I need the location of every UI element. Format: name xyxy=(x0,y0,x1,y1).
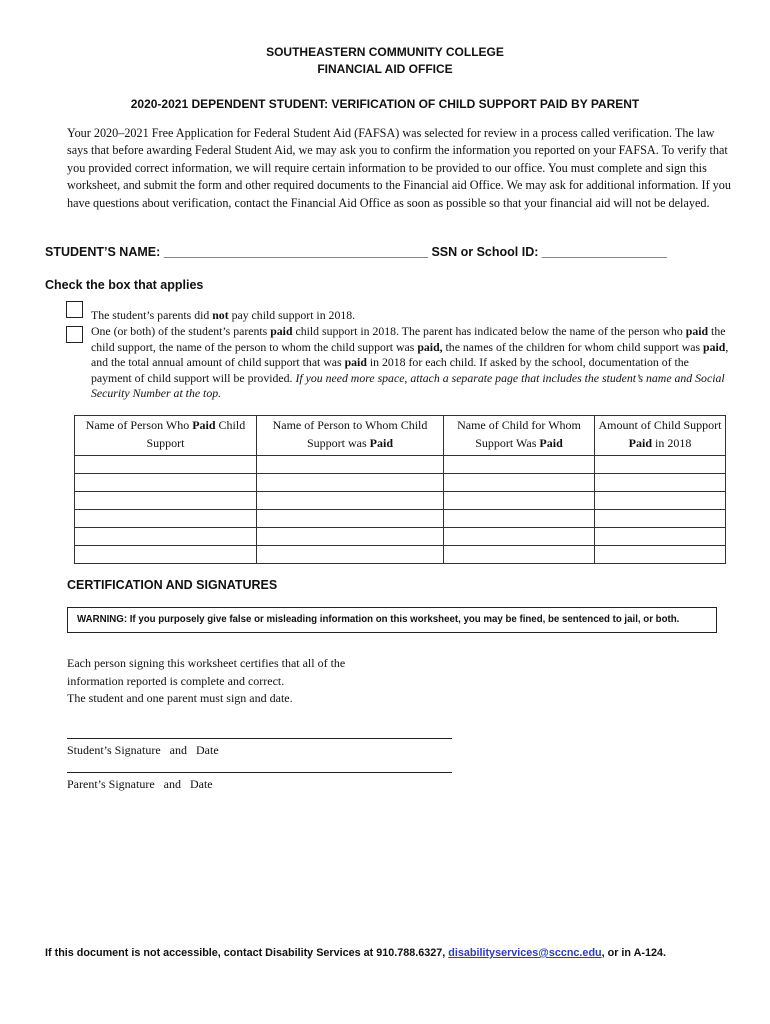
table-cell[interactable] xyxy=(595,456,726,474)
parent-signature-label: Parent’s Signature and Date xyxy=(67,777,213,791)
col-header-person-who-paid: Name of Person Who Paid Child Support xyxy=(75,416,257,456)
student-info-row xyxy=(45,245,667,259)
col-header-amount-paid: Amount of Child Support Paid in 2018 xyxy=(595,416,726,456)
student-name-field[interactable]: ______________________________________ xyxy=(163,245,428,259)
table-cell[interactable] xyxy=(444,456,595,474)
intro-paragraph: Your 2020–2021 Free Application for Federal Student Aid (FAFSA) was selected for review in a process called verification. The law says that before awarding Federal Student Aid, we may ask you to confirm the information you reported on your FAFSA. To verify that you provided correct information, we will require certain information to be provided to our office. You must complete and sign this worksheet, and submit the form and other required documents to the Financial aid Office. We may ask for additional information. If you have questions about verification, contact the Financial Aid Office as soon as possible so that your financial aid will not be delayed. xyxy=(67,126,731,210)
certification-text xyxy=(67,655,345,708)
disability-services-email-link[interactable]: disabilityservices@sccnc.edu xyxy=(448,947,602,959)
college-name: SOUTHEASTERN COMMUNITY COLLEGE xyxy=(266,45,504,59)
checkbox-paid-child-support[interactable] xyxy=(66,326,83,343)
certification-line: The student and one parent must sign and date. xyxy=(67,691,293,705)
checkbox-section-heading: Check the box that applies xyxy=(45,278,204,292)
table-cell[interactable] xyxy=(595,528,726,546)
certification-line: Each person signing this worksheet certifies that all of the xyxy=(67,656,346,670)
table-cell[interactable] xyxy=(257,510,444,528)
table-row xyxy=(75,528,726,546)
table-cell[interactable] xyxy=(595,546,726,564)
ssn-field[interactable]: __________________ xyxy=(541,245,668,259)
child-support-table xyxy=(74,415,726,564)
checkbox-no-child-support[interactable] xyxy=(66,301,83,318)
table-cell[interactable] xyxy=(257,456,444,474)
col-header-person-to-whom-paid: Name of Person to Whom Child Support was Paid xyxy=(257,416,444,456)
option-no-child-support-text: The student’s parents did not pay child support in 2018. xyxy=(91,308,356,322)
table-cell[interactable] xyxy=(257,546,444,564)
table-cell[interactable] xyxy=(75,546,257,564)
ssn-label: SSN or School ID: xyxy=(431,245,539,259)
table-cell[interactable] xyxy=(75,510,257,528)
table-cell[interactable] xyxy=(444,510,595,528)
table-cell[interactable] xyxy=(75,456,257,474)
table-cell[interactable] xyxy=(444,492,595,510)
table-row xyxy=(75,510,726,528)
table-cell[interactable] xyxy=(257,528,444,546)
parent-signature-line[interactable] xyxy=(67,772,452,773)
table-header-row xyxy=(75,416,726,456)
table-row xyxy=(75,456,726,474)
table-cell[interactable] xyxy=(595,474,726,492)
table-cell[interactable] xyxy=(75,474,257,492)
student-signature-line[interactable] xyxy=(67,738,452,739)
table-cell[interactable] xyxy=(257,474,444,492)
certification-line: information reported is complete and correct. xyxy=(67,673,285,688)
table-cell[interactable] xyxy=(444,546,595,564)
student-name-label: STUDENT’S NAME: xyxy=(45,245,161,259)
accessibility-footer: If this document is not accessible, contact Disability Services at 910.788.6327, disabilityservices@sccnc.edu, or in A-124. xyxy=(45,947,667,959)
table-cell[interactable] xyxy=(75,528,257,546)
table-cell[interactable] xyxy=(75,492,257,510)
student-signature-label: Student’s Signature and Date xyxy=(67,743,219,757)
col-header-child-name: Name of Child for Whom Support Was Paid xyxy=(444,416,595,456)
table-cell[interactable] xyxy=(444,528,595,546)
table-cell[interactable] xyxy=(257,492,444,510)
table-row xyxy=(75,474,726,492)
warning-box: WARNING: If you purposely give false or misleading information on this worksheet, you may be fined, be sentenced to jail, or both. xyxy=(67,607,717,633)
table-row xyxy=(75,546,726,564)
form-title: 2020-2021 DEPENDENT STUDENT: VERIFICATION OF CHILD SUPPORT PAID BY PARENT xyxy=(130,97,640,111)
table-cell[interactable] xyxy=(444,474,595,492)
certification-heading: CERTIFICATION AND SIGNATURES xyxy=(67,578,278,592)
table-cell[interactable] xyxy=(595,492,726,510)
table-cell[interactable] xyxy=(595,510,726,528)
option-paid-child-support-text: One (or both) of the student’s parents paid child support in 2018. The parent has indicated below the name of the person who paid the child support, the name of the person to whom the child support was paid, the names of the children for whom child support was paid, and the total annual amount of child support that was paid in 2018 for each child. If asked by the school, documentation of the payment of child support will be provided. If you need more space, attach a separate page that includes the student’s name and Social Security Number at the top. xyxy=(91,324,729,400)
table-row xyxy=(75,492,726,510)
office-name: FINANCIAL AID OFFICE xyxy=(317,62,453,76)
